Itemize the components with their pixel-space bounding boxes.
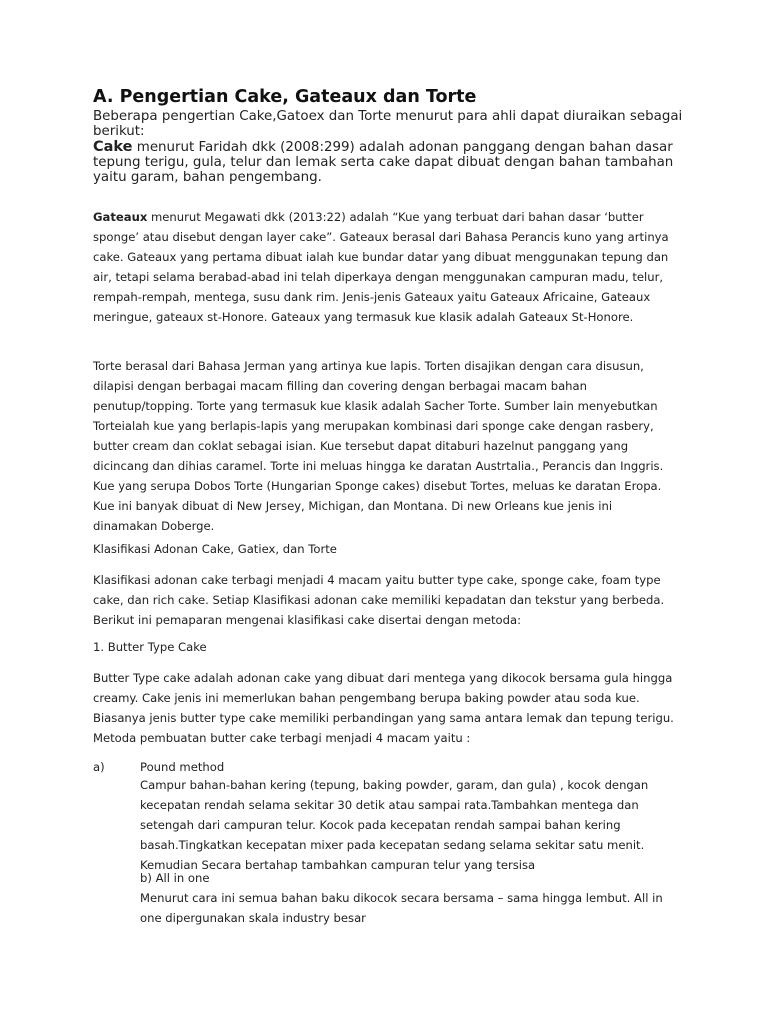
gateaux-term: Gateaux [93, 210, 148, 224]
pound-method-text: Campur bahan-bahan kering (tepung, baking powder, garam, dan gula) , kocok dengan kecepatan rendah selama sekitar 30 detik atau sampai rata.Tambahkan mentega dan setengah dari campuran telur. Kocok pada kecepatan rendah sampai bahan kering basah.Tingkatkan kecepatan mixer pada kecepatan sedang selama sekitar satu menit. Kemudian Secara bertahap tambahkan campuran telur yang tersisa [140, 778, 649, 872]
intro-text: Beberapa pengertian Cake,Gatoex dan Torte menurut para ahli dapat diuraikan sebagai berikut: [93, 109, 683, 140]
butter-type-heading: 1. Butter Type Cake [93, 640, 207, 654]
list-marker: a) [93, 760, 105, 774]
page-title: A. Pengertian Cake, Gateaux dan Torte [93, 87, 477, 107]
gateaux-text: menurut Megawati dkk (2013:22) adalah “Kue yang terbuat dari bahan dasar ‘butter sponge’ atau disebut dengan layer cake”. Gateaux berasal dari Bahasa Perancis kuno yang artinya cake. Gateaux yang pertama dibuat ialah kue bundar datar yang dibuat menggunakan tepung dan air, tetapi selama berabad-abad ini telah diperkaya dengan menggunakan campuran madu, telur, rempah-rempah, mentega, susu dank rim. Jenis-jenis Gateaux yaitu Gateaux Africaine, Gateaux meringue, gateaux st-Honore. Gateaux yang termasuk kue klasik adalah Gateaux St-Honore. [93, 210, 669, 324]
klasifikasi-heading: Klasifikasi Adonan Cake, Gatiex, dan Torte [93, 542, 337, 556]
torte-paragraph: Torte berasal dari Bahasa Jerman yang artinya kue lapis. Torten disajikan dengan cara disusun, dilapisi dengan berbagai macam filling dan covering dengan berbagai macam bahan penutup/topping. Torte yang termasuk kue klasik adalah Sacher Torte. Sumber lain menyebutkan Torteialah kue yang berlapis-lapis yang merupakan kombinasi dari sponge cake dengan rasbery, butter cream dan coklat sebagai isian. Kue tersebut dapat ditaburi hazelnut panggang yang dicincang dan dihias caramel. Torte ini meluas hingga ke daratan Austrtalia., Perancis dan Inggris. Kue yang serupa Dobos Torte (Hungarian Sponge cakes) disebut Tortes, meluas ke daratan Eropa. Kue ini banyak dibuat di New Jersey, Michigan, dan Montana. Di new Orleans kue jenis ini dinamakan Doberge. [93, 359, 664, 533]
all-in-one-text: Menurut cara ini semua bahan baku dikocok secara bersama – sama hingga lembut. All in one dipergunakan skala industry besar [140, 891, 663, 925]
cake-term: Cake [93, 138, 133, 155]
cake-definition: menurut Faridah dkk (2008:299) adalah adonan panggang dengan bahan dasar tepung terigu, gula, telur dan lemak serta cake dapat dibuat dengan bahan tambahan yaitu garam, bahan pengembang. [93, 139, 674, 186]
butter-type-paragraph: Butter Type cake adalah adonan cake yang dibuat dari mentega yang dikocok bersama gula hingga creamy. Cake jenis ini memerlukan bahan pengembang berupa baking powder atau soda kue. Biasanya jenis butter type cake memiliki perbandingan yang sama antara lemak dan tepung terigu. Metoda pembuatan butter cake terbagi menjadi 4 macam yaitu : [93, 671, 674, 745]
intro-paragraph [93, 109, 683, 185]
klasifikasi-paragraph: Klasifikasi adonan cake terbagi menjadi 4 macam yaitu butter type cake, sponge cake, foam type cake, dan rich cake. Setiap Klasifikasi adonan cake memiliki kepadatan dan tekstur yang berbeda. Berikut ini pemaparan mengenai klasifikasi cake disertai dengan metoda: [93, 573, 665, 627]
all-in-one-label: b) All in one [140, 871, 210, 885]
gateaux-paragraph [93, 207, 678, 327]
list-item-label: Pound method [140, 760, 225, 774]
